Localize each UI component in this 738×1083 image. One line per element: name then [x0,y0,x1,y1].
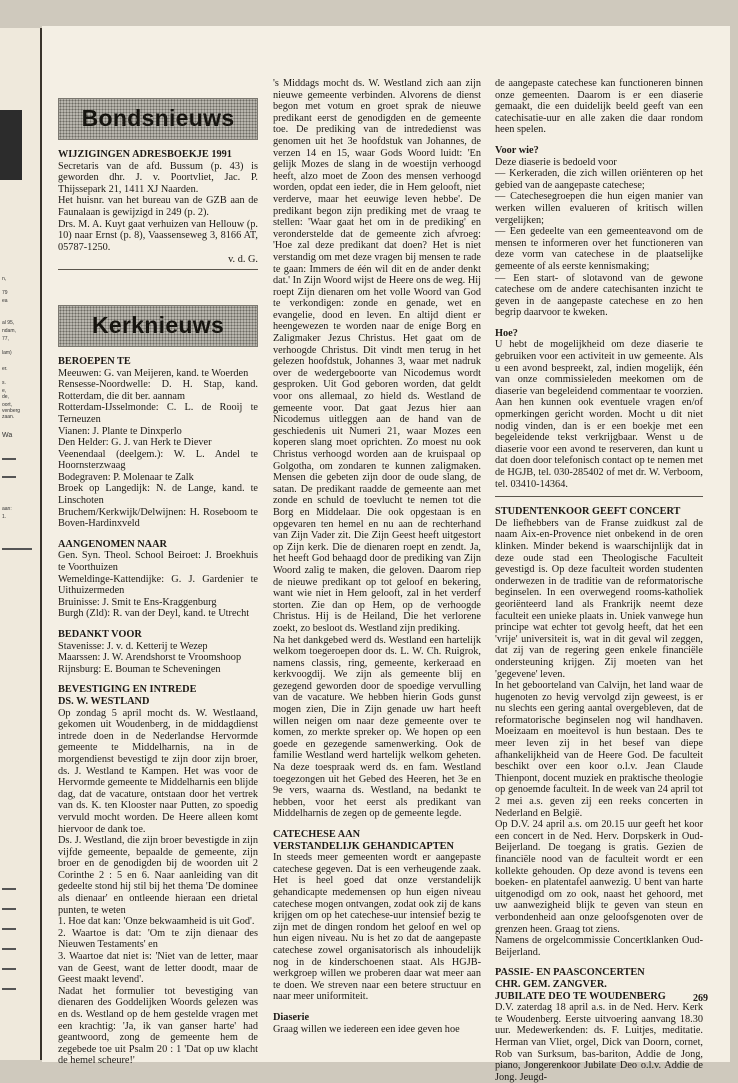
paragraph: Secretaris van de afd. Bussum (p. 43) is geworden dhr. J. v. Poortvliet, Jac. P. Thijssepark 21, 1411 XJ Naarden. [58,160,258,195]
margin-rule [2,908,16,910]
list-item: — Een gedeelte van een gemeenteavond om de mensen te informeren over het functioneren van deze vorm van catechese in de plaatselijke gemeente of als eerste kennismaking; [495,226,703,272]
page-number: 269 [693,993,708,1004]
margin-fragment: 79 [2,290,8,296]
margin-fragment: ndam, [2,328,16,334]
list-item: Meeuwen: G. van Meijeren, kand. te Woerden [58,367,249,379]
list-item: Maarssen: J. W. Arendshorst te Vroomshoop [58,652,242,664]
list-item: Rensesse-Noordwelle: D. H. Stap, kand. Rotterdam, die dit ber. aannam [58,379,258,402]
margin-fragment: al 95, [2,320,15,326]
list-item: — Catechesegroepen die hun eigen manier van werken willen evalueren of kritisch willen vergelijken; [495,191,703,226]
margin-fragment: oort, [2,402,13,408]
section-heading: DS. W. WESTLAND [58,695,150,707]
margin-rule [2,458,16,460]
list-item: — Kerkeraden, die zich willen oriënteren op het gebied van de aangepaste catechese; [495,168,703,191]
list-item: Rijnsburg: E. Bouman te Scheveningen [58,663,221,675]
list-item: Wemeldinge-Kattendijke: G. J. Gardenier te Uithuizermeden [58,573,258,597]
paragraph: de aangepaste catechese kan functioneren binnen onze gemeenten. Daarom is er een diaserie gemaakt, die een duidelijk beeld geeft van een catechisatie-uur en alle zaken die daar rondom heen spelen. [495,78,703,136]
margin-fragment: n, [2,276,7,282]
section-heading: Hoe? [495,327,518,339]
section-heading: WIJZIGINGEN ADRESBOEKJE 1991 [58,149,232,160]
paragraph: Op D.V. 24 april a.s. om 20.15 uur geeft het koor een concert in de Ned. Herv. Dorpskerk in Oud-Beijerland. De toegang is gratis. Gezien de financiële nood van de faculteit wordt er een kollekte gehouden. Op deze avond is tevens een boeken- en platentafel aanwezig. U bent van harte uitgenodigd om zo ook, naast het gehoord, met uw aanwezigheid blijk te geven van steun en verbondenheid aan onze geloofsgenoten over de grenzen heen. Graag tot ziens. [495,819,703,935]
paragraph: Ds. J. Westland, die zijn broer bevestigde in zijn vijfde gemeente, bepaalde de gemeente, zijn broer en de genodigden bij de woorden uit 2 Corinthe 2 : 5 en 6. Naar aanleiding van dit gedeelte stond hij stil bij het thema 'De dominee als dienaar' en ontleende hieraan een drietal punten, te weten [58,835,258,916]
section-heading: Diaserie [273,1011,310,1023]
list-item: Rotterdam-IJsselmonde: C. L. de Rooij te Terneuzen [58,402,258,425]
bondsnieuws-banner [58,98,258,140]
margin-rule [2,968,16,970]
margin-fragment: ea [2,298,8,304]
list-item: Burgh (Zld): R. van der Deyl, kand. te Utrecht [58,608,250,620]
bondsnieuws-title: Bondsnieuws [81,105,235,132]
margin-fragment: s. [2,380,6,386]
paragraph: In het geboorteland van Calvijn, het land waar de hugenoten zo hevig vervolgd zijn geweest, is er nu slechts een gering aantal overgebleven, dat de reformatorische beginselen nog wil handhaven. Moeizaam en moeitevol is hun bestaan. Des te meer leven zij in het besef van diepe afhankelijkheid van de Heere God. De faculteit beschikt over een koor o.l.v. Jean Claude Thienpont, docent muziek en praktische theologie op genoemde faculteit. In de week van 24 april tot 2 mei a.s. geven zij een reeks concerten in Nederland en België. [495,680,703,819]
margin-rule [2,888,16,890]
column-1 [58,98,258,1067]
paragraph: D.V. zaterdag 18 april a.s. in de Ned. Herv. Kerk te Woudenberg. Eerste uitvoering aanvang 18.30 uur. Medewerkenden: ds. F. Luitjes, meditatie. Herman van Vliet, orgel, Dick van Doorn, cornet, Rob van Surksum, bas-bariton, Addie de Jong, piano, Jongerenkoor Jubilate Deo o.l.v. Addie de Jong. Jeugd- [495,1002,703,1083]
paragraph: Drs. M. A. Kuyt gaat verhuizen van Hellouw (p. 10) naar Ernst (p. 8), Vaassenseweg 3, 8166 AT, 05787-1250. [58,218,258,253]
list-item: Den Helder: G. J. van Herk te Diever [58,437,212,449]
paragraph: 's Middags mocht ds. W. Westland zich aan zijn nieuwe gemeente verbinden. Alvorens de dienst begon met votum en groet sprak de nieuwe predikant eerst de genodigden en de gemeente toe. De prediking van de intrededienst was genomen uit het 3e hoofdstuk van Johannes, de verzen 14 en 15, waar Gods Woord luidt: 'En gelijk Mozes de slang in de woestijn verhoogd heeft, alzo moet de Zoon des mensen verhoogd worden, opdat een ieder, die in Hem gelooft, niet verderve, maar het eeuwige leven hebbe'. De predikant begon zijn prediking met de vraag te stellen: 'Waar gaat het om in de prediking' en veronderstelde dat de gemeente zich afvroeg: 'Hoe zal deze predikant dat doen? Het is niet verstandig om met deze vragen bij mensen te rade te gaan: Immers de één wil dit en de ander denkt dat.' In Zijn Woord wijst de Heere ons de weg. Hij roept Zijn dienaren om het volle Woord van God te verkondigen: zonde en genade, wet en evangelie, dood en leven. En altijd dient er heengewezen te worden naar de enige Borg en Zaligmaker Jezus Christus. Het gaat om de verhoogde Christus. Dit vindt men terug in het gelezen hoofdstuk, Johannes 3, waar met nadruk over de wedergeboorte van Nicodemus wordt gesproken. Uit God geboren worden, dat geldt voor ons allemaal, zo hield ds. Westland de gemeente voor. Dat gaat Jezus hier aan Nicodemus uitleggen aan de hand van de geschiedenis uit Numeri 21, waar Mozes een koperen slang moet oprichten. Zo moest nu ook Christus verhoogd worden aan de kruispaal op Golgotha, om zondaren te kunnen zaligmaken. Mensen die gebeten zijn door de oude slang, de satan. De predikant raadde de gemeente aan met zonde en schuld de toevlucht te nemen tot die Borg en Middelaar. Die ook opgestaan is en opgevaren ten hemel en nu aan de rechterhand van Zijn Vader zit. Die Zijn Geest heeft uitgestort op Zijn kerk. Die de dienaren roept en zendt. Ja, het heeft God behaagd door de prediking van Zijn Woord zalig te maken, die geloven. Daarom riep de nieuwe predikant op tot geloof en bekering, want wie niet in Hem gelooft, zal in het verderf storten. Zie dan op Hem, op de verhoogde Christus. Hij is de Heiland, Die het verlorene zoekt, zo besloot ds. Westland zijn prediking. [273,78,481,634]
paragraph: Graag willen we iedereen een idee geven hoe [273,1023,460,1035]
paragraph: Na het dankgebed werd ds. Westland een hartelijk welkom toegeroepen door ds. L. W. Ch. Ruigrok, namens classis, ring, gemeente, kerkeraad en kerkvoogdij. We zijn als gemeente blij en gezegend geworden door de spoedige vervulling van de vacature. We hebben hierin Gods gunst mogen zien, Die in Zijn genade uw hart heeft willen neigen om naar deze gemeente over te komen, zo merkte spreker op. We hopen op een goede en gezegende samenwerking. Ook de familie Westland werd hartelijk welkom geheten. Na deze toespraak werd ds. en fam. Westland toegezongen uit het Gebed des Heeren, het 3e en 9e vers, waarna ds. Westland, na bedankt te hebben, voor het eerst als predikant van Middelharnis de zegen op de gemeente legde. [273,634,481,820]
margin-fragment: de, [2,394,9,400]
margin-fragment: er. [2,366,8,372]
section-heading: JUBILATE DEO TE WOUDENBERG [495,990,666,1002]
list-item: Veenendaal (deelgem.): W. L. Andel te Hoornsterzwaag [58,448,258,472]
column-3 [495,78,703,1083]
section-heading: PASSIE- EN PAASCONCERTEN [495,967,645,979]
section-heading: STUDENTENKOOR GEEFT CONCERT [495,506,681,518]
section-heading: CHR. GEM. ZANGVER. [495,978,607,990]
kerknieuws-banner [58,305,258,347]
section-heading: Voor wie? [495,144,539,156]
margin-fragment: lam) [2,350,12,356]
divider [58,269,258,270]
margin-fragment: venberg [2,408,21,414]
paragraph: De liefhebbers van de Franse zuidkust zal de naam Aix-en-Provence niet onbekend in de oren klinken. Minder bekend is waarschijnlijk dat in deze oude stad een Theologische Faculteit gevestigd is. Op deze faculteit worden studenten onderwezen in de traditie van de reformatorische beginselen. In een overwegend rooms-katholiek georiënteerd land als Frankrijk neemt deze faculteit een unieke plaats in. Uniek vanwege hun principe wat echter tot gevolg heeft, dat het een 'vrije' universiteit is, wat in dit geval wil zeggen, dat zij van de regering geen enkele financiële ondersteuning krijgen. Zij moeten van het 'gegevene' leven. [495,517,703,680]
margin-rule [2,928,16,930]
magazine-page [42,26,730,1083]
list-item: Bruinisse: J. Smit te Ens-Kraggenburg [58,596,217,608]
margin-rule [2,548,32,550]
list-item: Bodegraven: P. Molenaar te Zalk [58,471,194,483]
margin-fragment: e, [2,388,7,394]
section-heading: VERSTANDELIJK GEHANDICAPTEN [273,840,454,852]
list-item: — Een start- of slotavond van de gewone catechese om de andere catechisanten inzicht te geven in de aangepaste catechese en zo hen begrip daarvoor te kweken. [495,272,703,319]
kerknieuws-title: Kerknieuws [91,312,225,339]
divider [495,496,703,497]
list-item: Stavenisse: J. v. d. Ketterij te Wezep [58,640,208,652]
paragraph: U hebt de mogelijkheid om deze diaserie te gebruiken voor een activiteit in uw gemeente. Als u een avond bespreekt, zal, indien mogelijk, één van onze commissieleden meekomen om de diaserie van begeleidend commentaar te voorzien. Aan hen kunnen ook eventuele vragen en/of opmerkingen gericht worden. Mocht u dit niet nodig vinden, dan is er een boekje met een begeleidende tekst verkrijgbaar. Wenst u de diaserie voor een avond te reserveren, dan kunt u dat doen door telefonisch contact op te nemen met de HGJB, tel. 030-285402 of met dr. W. Verboom, tel. 03410-14364. [495,339,703,490]
signature: v. d. G. [228,254,258,266]
margin-fragment: Wa [2,432,13,439]
margin-fragment: 1. [2,514,7,520]
section-heading: BEDANKT VOOR [58,629,142,640]
previous-page-photo [0,110,22,180]
margin-fragment: aan: [2,506,12,512]
list-item: Bruchem/Kerkwijk/Delwijnen: H. Roseboom te Boven-Hardinxveld [58,506,258,530]
margin-rule [2,988,16,990]
paragraph: 1. Hoe dat kan: 'Onze bekwaamheid is uit God'. [58,916,255,928]
paragraph: Nadat het formulier tot bevestiging van dienaren des Goddelijken Woords gelezen was en ds. Westland op de hem gestelde vragen met een krachtig: 'Ja, ik van ganser harte' had geantwoord, zong de gemeente hem de zegebede toe uit Psalm 20 : 1 'Dat op uw klacht de hemel scheure!' [58,985,258,1067]
paragraph: In steeds meer gemeenten wordt er aangepaste catechese gegeven. Dat is een verheugende zaak. Het is heel goed dat onze verstandelijk gehandicapte medemensen op hun eigen niveau catechese mogen ontvangen, zodat ook zij de kans krijgen om op het catechese-uur intensief bezig te zijn met de dingen rondom het geloof en wel op hun eigen niveau. Nu is het zo dat de aangepaste catechese zowel organisatorisch als inhoudelijk nog in de kinderschoenen staat. Als HGJB-werkgroep willen we proberen daar wat meer aan te doen. We streven naar een betere structuur en naar meer uniformiteit. [273,852,481,1003]
section-heading: AANGENOMEN NAAR [58,538,167,550]
section-heading: BEVESTIGING EN INTREDE [58,684,197,696]
column-2 [273,78,481,1035]
paragraph: 3. Waartoe dat niet is: 'Niet van de letter, maar van de Geest, want de letter doodt, maar de Geest maakt levend'. [58,951,258,986]
previous-page-edge [0,28,42,1060]
paragraph: Het huisnr. van het bureau van de GZB aan de Faunalaan is gewijzigd in 249 (p. 2). [58,195,258,218]
margin-rule [2,948,16,950]
margin-fragment: 77, [2,336,9,342]
paragraph: Namens de orgelcommissie Concertklanken Oud-Beijerland. [495,935,703,958]
paragraph: 2. Waartoe is dat: 'Om te zijn dienaar des Nieuwen Testaments' en [58,927,258,951]
margin-fragment: zaan. [2,414,15,420]
paragraph: Op zondag 5 april mocht ds. W. Westlaand, gekomen uit Woudenberg, in de middagdienst intrede doen in de Nederlandse Hervormde gemeente te Middelharnis, na in de morgendienst bevestigd te zijn door zijn broer, ds. J. Westland te Kampen. Het was voor de Hervormde gemeente te Middelharnis een blijde dag, dat de vacature, ontstaan door het vertrek van ds. K. ten Klooster naar Putten, zo spoedig vervuld mocht worden. De Heere alleen komt hiervoor de dank toe. [58,707,258,835]
section-heading: CATECHESE AAN [273,829,361,840]
section-heading: BEROEPEN TE [58,355,131,367]
list-item: Broek op Langedijk: N. de Lange, kand. te Linschoten [58,483,258,507]
margin-rule [2,476,16,478]
list-item: Gen. Syn. Theol. School Beiroet: J. Broekhuis te Voorthuizen [58,550,258,574]
paragraph: Deze diaserie is bedoeld voor [495,156,617,168]
list-item: Vianen: J. Plante te Dinxperlo [58,425,182,437]
